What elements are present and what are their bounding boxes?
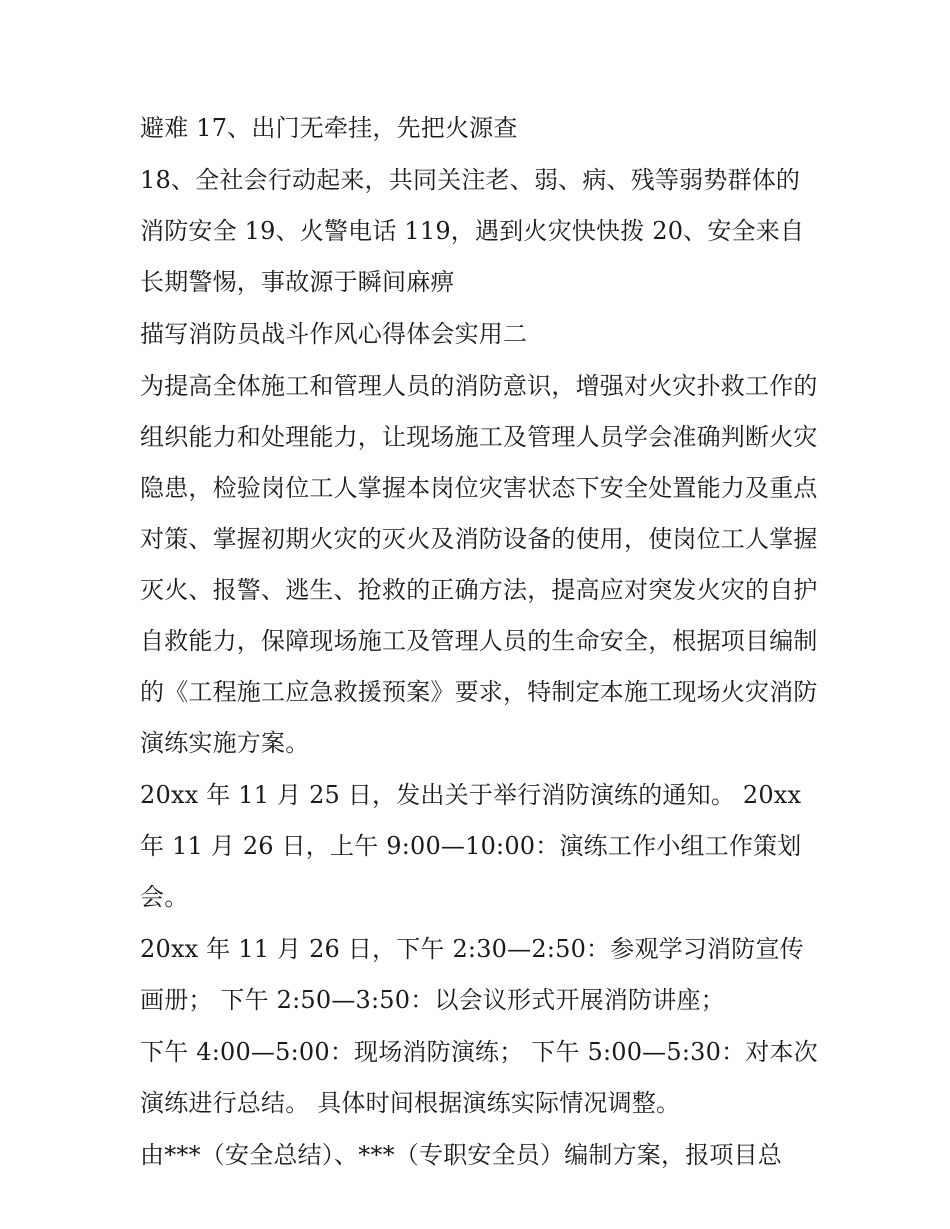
paragraph-schedule-afternoon: 20xx 年 11 月 26 日，下午 2:30—2:50：参观学习消防宣传画册； 下午 2:50—3:50：以会议形式开展消防讲座；	[140, 935, 804, 1014]
document-body	[140, 103, 820, 1182]
section-heading: 描写消防员战斗作风心得体会实用二	[140, 320, 528, 348]
paragraph-slogans-end: 避难 17、出门无牵挂，先把火源查	[140, 114, 518, 142]
paragraph-schedule-notice: 20xx 年 11 月 25 日，发出关于举行消防演练的通知。 20xx 年 11 月 26 日，上午 9:00—10:00：演练工作小组工作策划会。	[140, 781, 810, 911]
paragraph-schedule-drill: 下午 4:00—5:00：现场消防演练； 下午 5:00—5:30：对本次演练进行总结。 具体时间根据演练实际情况调整。	[140, 1038, 818, 1117]
paragraph-organization: 由***（安全总结）、***（专职安全员）编制方案，报项目总	[140, 1141, 782, 1169]
paragraph-slogans-continued: 18、全社会行动起来，共同关注老、弱、病、残等弱势群体的消防安全 19、火警电话 119，遇到火灾快快拨 20、安全来自长期警惕，事故源于瞬间麻痹	[140, 166, 805, 296]
paragraph-purpose: 为提高全体施工和管理人员的消防意识，增强对火灾扑救工作的组织能力和处理能力，让现场施工及管理人员学会准确判断火灾隐患，检验岗位工人掌握本岗位灾害状态下安全处置能力及重点对策、掌握初期火灾的灭火及消防设备的使用，使岗位工人掌握灭火、报警、逃生、抢救的正确方法，提高应对突发火灾的自护自救能力，保障现场施工及管理人员的生命安全，根据项目编制的《工程施工应急救援预案》要求，特制定本施工现场火灾消防演练实施方案。	[140, 372, 818, 757]
